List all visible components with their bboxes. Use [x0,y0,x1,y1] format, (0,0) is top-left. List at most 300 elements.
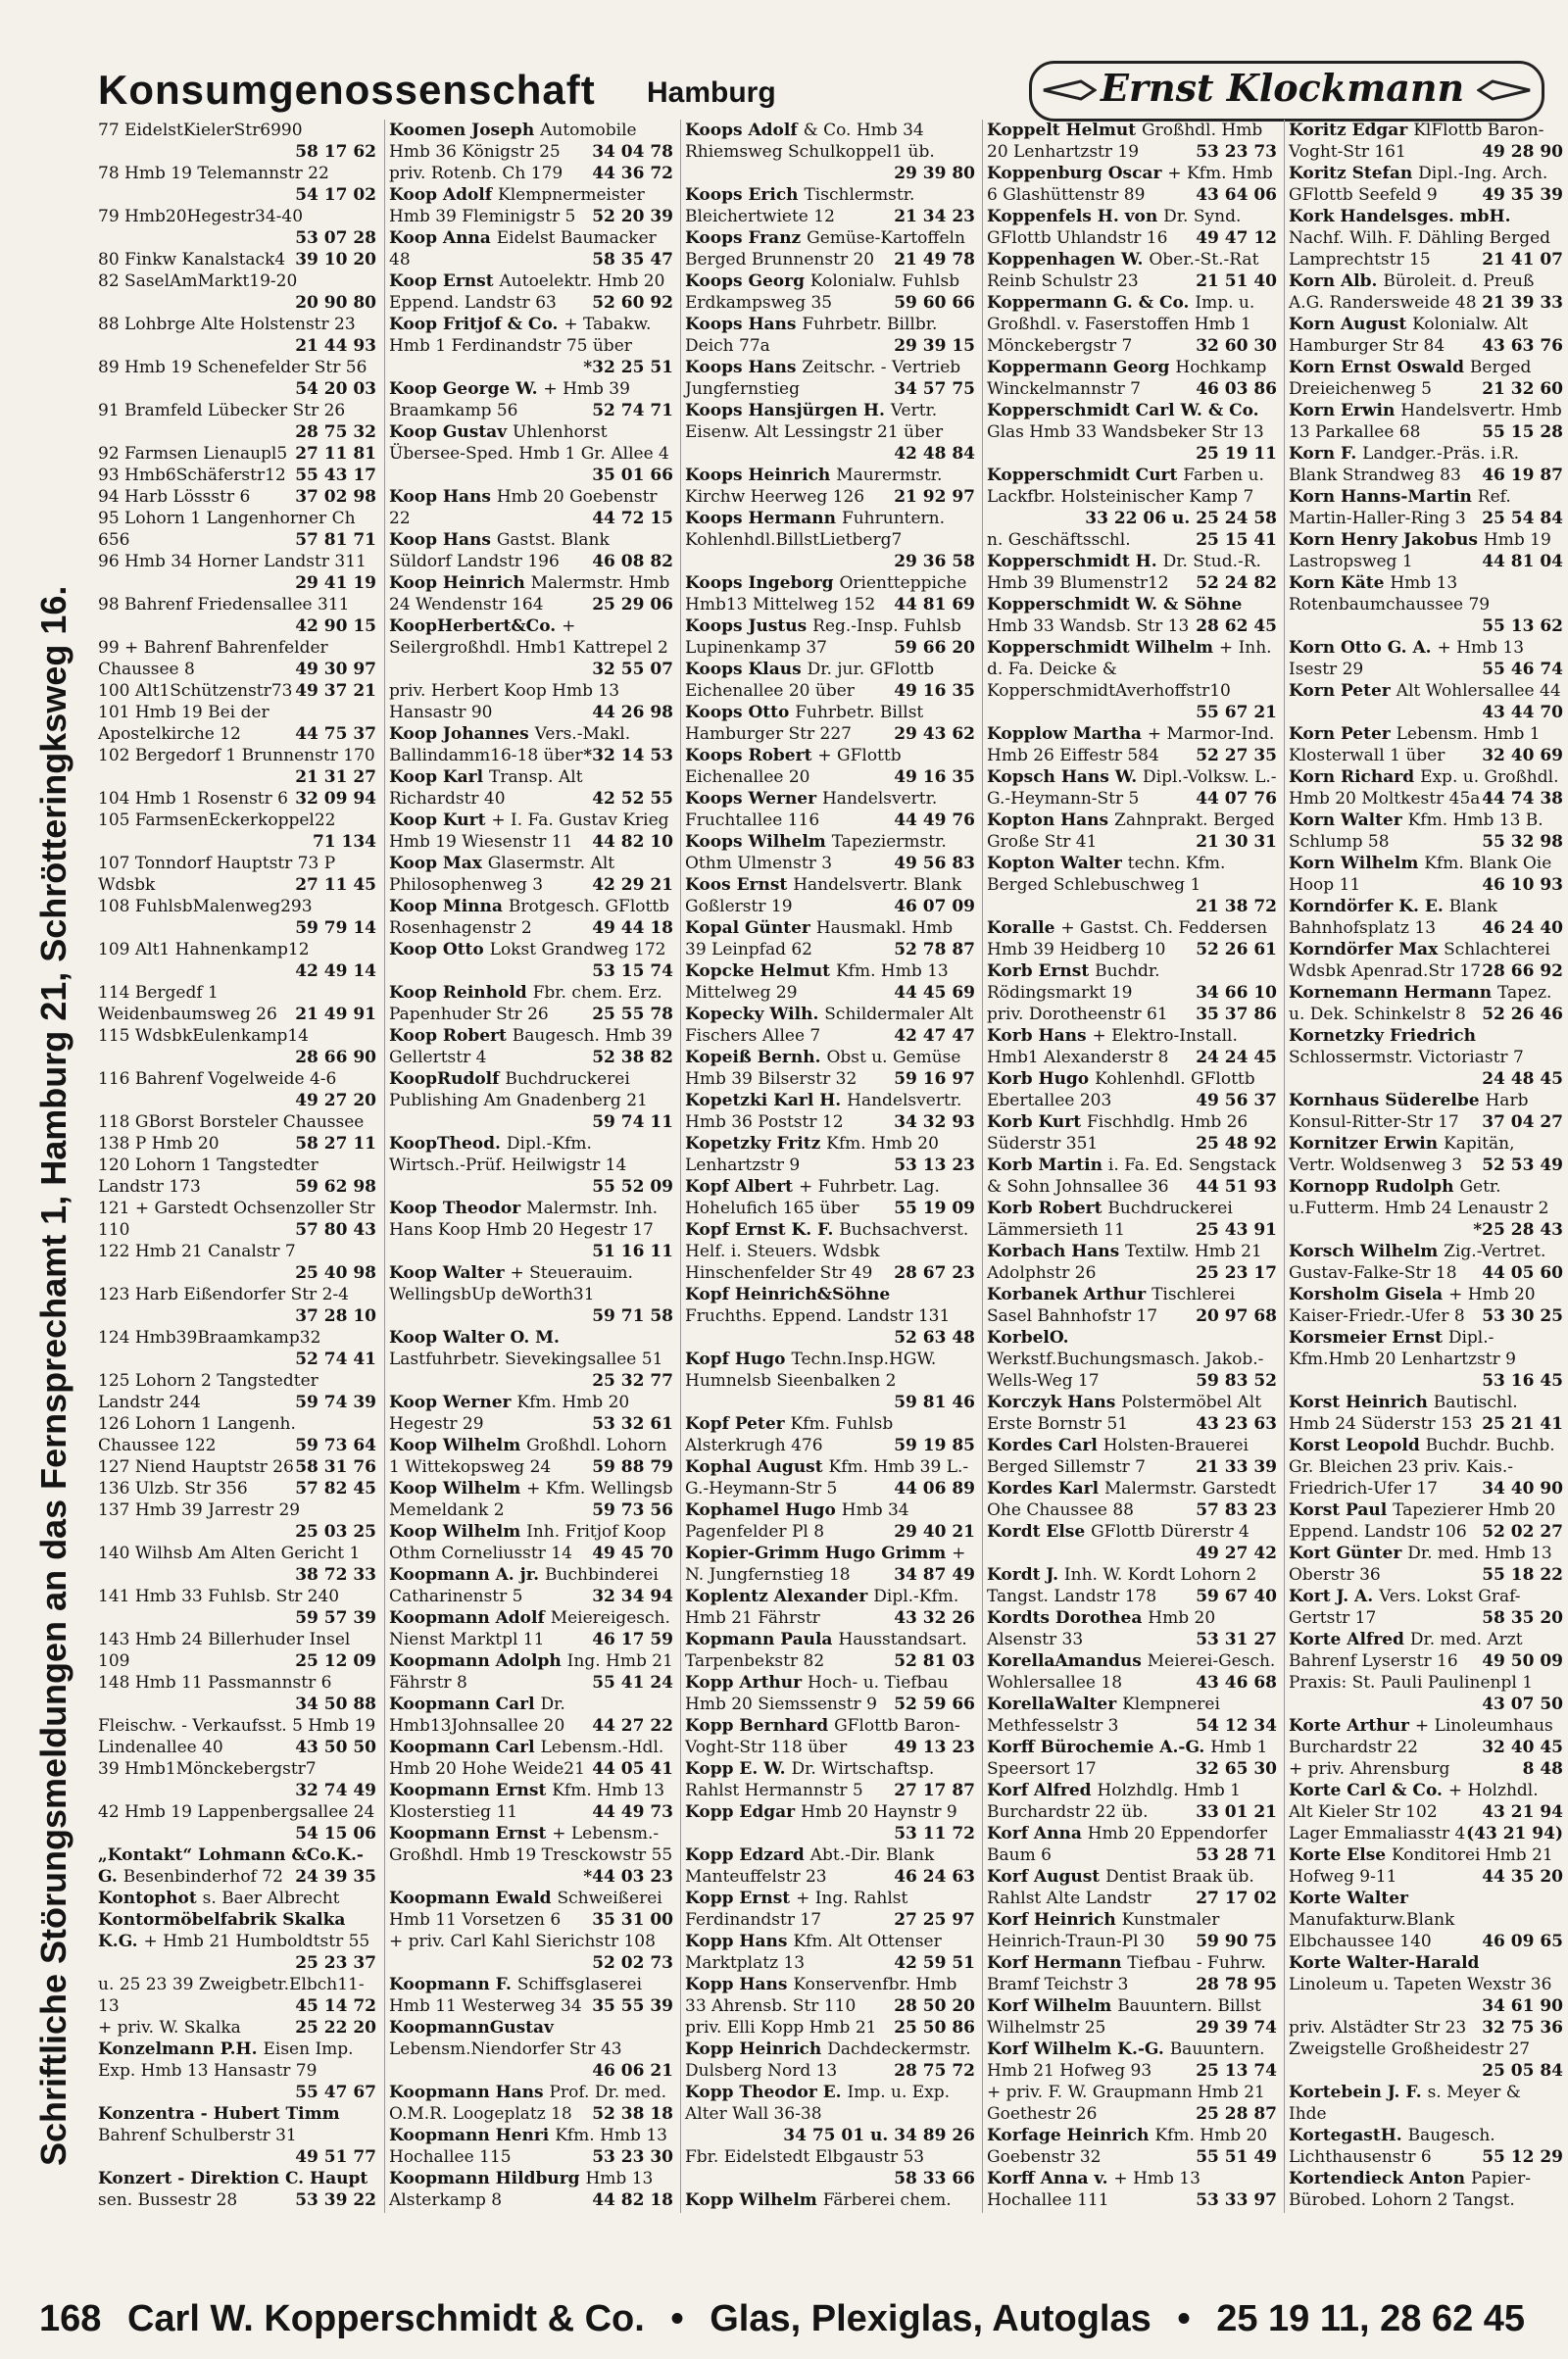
entry-phone: *32 25 51 [583,358,673,377]
entry-details: + Linoleumhaus Burchardstr 22 [1289,1716,1553,1757]
entry-phone: 29 36 58 [894,552,975,571]
entry-details: + Steuerauim. WellingsbUp deWorth31 [389,1263,633,1304]
directory-entry [685,357,975,400]
entry-name: Korn Käte [1289,573,1391,593]
entry-phone: 44 81 69 [894,595,975,614]
entry-name: Koops Hans [685,358,803,377]
directory-entry [98,853,376,896]
directory-entry [389,982,673,1025]
entry-name: Koops Wilhelm [685,832,832,852]
entry-name: Korn Hanns-Martin [1289,487,1478,507]
directory-entry [1289,1435,1563,1499]
entry-phone: 32 55 07 [592,660,673,679]
entry-phone: 43 64 06 [1196,185,1277,205]
entry-details: Harb Eißendorfer Str 2-4 [134,1285,349,1304]
entry-phone: 59 83 52 [1196,1371,1277,1391]
entry-name: Korn Henry Jakobus [1289,530,1484,550]
entry-number: 42 [98,1802,125,1822]
entry-name: Korte Arthur [1289,1716,1415,1736]
directory-entry [98,680,376,702]
entry-name: Koomen Joseph [389,121,541,140]
entry-phone: 55 13 62 [1482,616,1563,636]
entry-details: + Ing. Rahlst Ferdinandstr 17 [685,1889,908,1930]
entry-details: Malermstr. Inh. Hans Koop Hmb 20 Hegestr 17 [389,1199,659,1240]
entry-name: Koop Reinhold [389,983,533,1003]
entry-phone: *44 03 23 [583,1867,673,1887]
entry-number: 100 [98,681,135,701]
entry-name: Koop Fritjof & Co. [389,315,564,334]
directory-entry [1289,270,1563,314]
entry-name: Kortebein J. F. [1289,2083,1428,2102]
entry-name: Kopsch Hans W. [987,767,1144,787]
entry-details: Buchbinderei Catharinenstr 5 [389,1565,659,1606]
directory-entry [389,1435,673,1478]
directory-entry [685,314,975,357]
directory-entry [685,1413,975,1456]
entry-name: Korndörfer Max [1289,940,1445,959]
entry-details: Niend Hauptstr 26 [134,1457,294,1477]
entry-name: Korn Richard [1289,767,1421,787]
directory-entry [987,637,1277,723]
directory-entry [98,1844,376,1888]
directory-entry [987,1392,1277,1435]
entry-name: Koopmann Henri [389,2126,556,2145]
entry-phone: 49 28 90 [1482,142,1563,162]
entry-phone: 43 46 68 [1196,1673,1277,1693]
directory-entry [98,1909,376,1974]
directory-entry [389,1133,673,1198]
entry-name: Koop Heinrich [389,573,531,593]
directory-entry [389,314,673,378]
entry-phone: 32 09 94 [295,789,376,809]
entry-phone: 54 12 34 [1196,1716,1277,1736]
directory-entry [685,874,975,917]
entry-number: 96 [98,552,125,571]
entry-phone: 28 66 92 [1482,961,1563,981]
directory-entry [389,723,673,766]
entry-details: Dr. Hmb13Johnsallee 20 [389,1695,565,1736]
entry-name: Koop Wilhelm [389,1522,527,1542]
entry-details: Hmb 13 Rotenbaumchaussee 79 [1289,573,1491,614]
directory-entry [987,1521,1277,1564]
entry-details: Hmb 19 Schenefelder Str 56 [124,358,368,377]
entry-details: Werkstf.Buchungsmasch. Jakob.-Wells-Weg 17 [987,1350,1264,1391]
directory-entry [987,853,1277,917]
entry-phone: 43 44 70 [1482,703,1563,722]
entry-phone: 49 13 23 [894,1738,975,1757]
directory-entry [987,1780,1277,1823]
directory-entry [1289,1284,1563,1327]
entry-name: Koop Otto [389,940,490,959]
entry-name: Korn Ernst Oswald [1289,358,1470,377]
directory-entry [98,1025,376,1068]
directory-entry [1289,400,1563,443]
entry-phone: 34 61 90 [1482,1996,1563,2016]
directory-entry [98,1801,376,1844]
entry-details: Vertr. Eisenw. Alt Lessingstr 21 über [685,401,944,442]
directory-entry [987,1694,1277,1737]
directory-entry [389,184,673,227]
entry-name: Koop Theodor [389,1199,527,1218]
entry-details: + Hmb 13 Hochallee 111 [987,2169,1200,2210]
directory-entry [685,917,975,960]
entry-phone: 57 82 45 [295,1479,376,1499]
entry-details: Gastst. Blank Süldorf Landstr 196 [389,530,610,571]
entry-details: sen. Bussestr 28 [98,2190,238,2210]
entry-phone: 46 07 09 [894,897,975,916]
entry-phone: 49 50 09 [1482,1651,1563,1671]
entry-details: Hmb 13 Alsterkamp 8 [389,2169,654,2210]
entry-number: 92 [98,444,125,464]
directory-entry [685,1219,975,1284]
entry-name: Kopeiß Bernh. [685,1048,827,1067]
entry-name: Korf Wilhelm [987,1996,1118,2016]
entry-details: Ober.-St.-Rat Reinb Schulstr 23 [987,250,1259,291]
directory-entry [987,960,1277,1004]
entry-details: Dipl.-Ing. Arch. GFlottb Seefeld 9 [1289,164,1548,205]
entry-details: priv. Rotenb. Ch 179 [389,164,564,183]
entry-details: Textilw. Hmb 21 Adolphstr 26 [987,1242,1262,1283]
directory-entry [98,896,376,939]
directory-entry [987,766,1277,810]
entry-details: Bergedf 1 Weidenbaumsweg 26 [98,983,277,1024]
directory-entry [98,939,376,982]
directory-entry [98,163,376,206]
entry-phone: 24 48 45 [1482,1069,1563,1089]
entry-phone: 29 40 21 [894,1522,975,1542]
entry-name [987,2212,1141,2213]
entry-phone: 52 74 71 [592,401,673,420]
entry-phone: 44 74 38 [1482,789,1563,809]
directory-entry [685,120,975,184]
entry-details: Hmb 20 Goebenstr 22 [389,487,658,528]
directory-entry [389,2125,673,2168]
directory-entry [389,1392,673,1435]
entry-details: Hmb 1 Speersort 17 [987,1738,1268,1779]
directory-entry [1289,1499,1563,1543]
directory-entry [987,1866,1277,1909]
entry-details: Fleischw. - Verkaufsst. 5 Hmb 19 Lindenallee 40 [98,1716,376,1757]
entry-phone: 52 81 03 [894,1651,975,1671]
directory-entry [987,2125,1277,2168]
entry-phone: 59 71 58 [592,1306,673,1326]
entry-details: Baugesch. Lichthausenstr 6 [1289,2126,1495,2167]
entry-phone: 25 13 74 [1196,2061,1277,2081]
entry-name: Kopmann Paula [685,1630,839,1649]
entry-phone: 21 41 07 [1482,250,1563,270]
entry-details: Lohorn 1 Tangstedter Landstr 173 [98,1155,318,1197]
entry-details: Prof. Dr. med. O.M.R. Loogeplatz 18 [389,2083,667,2124]
directory-entry [389,1737,673,1780]
directory-entry [389,421,673,486]
entry-details: + Tabakw. Hmb 1 Ferdinandstr 75 über [389,315,652,356]
entry-name: Korbach Hans [987,1242,1126,1261]
entry-name: Kornhaus Süderelbe [1289,1091,1486,1110]
entry-details: techn. Kfm. Berged Schlebuschweg 1 [987,854,1226,895]
directory-entry [685,1090,975,1133]
entry-phone: 21 92 97 [894,487,975,507]
entry-phone: 46 06 21 [592,2061,673,2081]
entry-name: Koop Wilhelm [389,1479,527,1499]
entry-name: Korf Hermann [987,1953,1128,1973]
entry-phone: 58 35 47 [592,250,673,270]
entry-details: & Co. Hmb 34 Rhiemsweg Schulkoppel1 üb. [685,121,935,162]
directory-entry [98,120,376,163]
directory-entry [389,529,673,572]
directory-entry [685,2189,975,2213]
entry-name: Koop Karl [389,767,490,787]
entry-details: Alt1 Hahnenkamp12 [134,940,310,959]
entry-phone: 34 50 88 [295,1695,376,1714]
entry-details: Bauuntern. Hmb 21 Hofweg 93 [987,2040,1265,2081]
entry-details: + Inh. d. Fa. Deicke & KopperschmidtAverhoffstr10 [987,638,1272,701]
header-ad-text: Ernst Klockmann [1101,66,1465,110]
entry-name: KoopTheod. [389,1134,507,1154]
entry-phone: 42 49 14 [295,961,376,981]
entry-name: Kopp E. W. [685,1759,792,1779]
directory-entry [1289,443,1563,486]
entry-details: + N. Jungfernstieg 18 [685,1544,966,1585]
entry-phone: 21 30 31 [1196,832,1277,852]
entry-details: Großhdl. Lohorn 1 Wittekopsweg 24 [389,1436,667,1477]
entry-name: Kopal Günter [685,918,816,938]
entry-phone: 44 81 04 [1482,552,1563,571]
entry-phone: 44 49 76 [894,811,975,830]
directory-entry [685,572,975,615]
entry-phone: 44 49 73 [592,1802,673,1822]
entry-name: Kopp Theodor E. [685,2083,848,2102]
directory-entry [98,788,376,810]
entry-phone: 59 57 39 [295,1608,376,1628]
entry-phone: 42 47 47 [894,1026,975,1046]
directory-entry [389,1974,673,2017]
entry-name: Kort J. A. [1289,1587,1380,1606]
entry-name: Koopmann Ewald [389,1889,558,1908]
directory-column-2 [384,120,673,2213]
directory-entry [98,637,376,680]
directory-entry [987,529,1277,551]
entry-phone: 52 78 87 [894,940,975,959]
entry-details: Kolonialw. Fuhlsb Erdkampsweg 35 [685,271,960,313]
entry-phone: 27 11 45 [295,875,376,895]
entry-phone: 25 43 91 [1196,1220,1277,1240]
entry-details: Baugesch. Hmb 39 Gellertstr 4 [389,1026,673,1067]
entry-details: u. 25 23 39 Zweigbetr.Elbch11-13 [98,1975,365,2016]
entry-phone: 59 79 14 [295,918,376,938]
entry-details: Lager Emmaliasstr 4 [1289,1824,1466,1843]
directory-entry [98,810,376,853]
directory-entry [1289,2082,1563,2125]
entry-phone: 58 31 76 [295,1457,376,1477]
entry-phone: 57 81 71 [295,530,376,550]
directory-entry [685,745,975,788]
entry-phone: 58 33 66 [894,2169,975,2188]
directory-entry [389,615,673,680]
entry-name: Korbanek Arthur [987,1285,1152,1304]
entry-details: Buchdr. Buchb. Gr. Bleichen 23 priv. Kais.-Friedrich-Ufer 17 [1289,1436,1555,1499]
entry-phone: 25 54 84 [1482,509,1563,528]
directory-entry [1289,120,1563,163]
footer-goods: Glas, Plexiglas, Autoglas [710,2298,1152,2339]
directory-entry [1289,896,1563,939]
entry-name: Korsmeier Ernst [1289,1328,1448,1348]
entry-phone: 59 88 79 [592,1457,673,1477]
entry-phone: 25 05 84 [1482,2061,1563,2081]
directory-entry [1289,1025,1563,1090]
entry-name [389,2212,588,2213]
entry-details: + Lebensm.-Großhdl. Hmb 19 Tresckowstr 55 [389,1824,673,1865]
entry-name: Korn Peter [1289,681,1396,701]
entry-number: 39 [98,1759,125,1779]
directory-entry [389,1327,673,1392]
directory-entry [987,1025,1277,1068]
entry-number: 88 [98,315,125,334]
entry-phone: 53 31 27 [1196,1630,1277,1649]
entry-name: Korn Alb. [1289,271,1384,291]
entry-phone: 52 59 66 [894,1695,975,1714]
entry-name: Koopmann Hildburg [389,2169,586,2188]
entry-details: Bautischl. Hmb 24 Süderstr 153 [1289,1393,1518,1434]
entry-phone: 42 29 21 [592,875,673,895]
directory-entry [98,982,376,1025]
entry-details: Wilhsb Am Alten Gericht 1 [134,1544,361,1563]
directory-column-4 [982,120,1277,2213]
entry-phone: 28 50 20 [894,1996,975,2016]
directory-entry [98,551,376,594]
entry-name: Korn Walter [1289,811,1408,830]
entry-name: Kopetzki Karl H. [685,1091,848,1110]
entry-phone: 46 03 86 [1196,379,1277,399]
entry-phone: 49 37 21 [295,681,376,701]
entry-phone: 59 81 46 [894,1393,975,1412]
entry-phone: 25 50 86 [894,2018,975,2038]
entry-phone: 53 16 45 [1482,1371,1563,1391]
directory-entry [98,1715,376,1758]
entry-details: + Bahrenf Bahrenfelder Chaussee 8 [98,638,328,679]
header-title: Konsumgenossenschaft [98,67,596,113]
entry-phone: 25 55 78 [592,1005,673,1024]
entry-details: Konservenfbr. Hmb 33 Ahrensb. Str 110 [685,1975,957,2016]
entry-name: Kopp Heinrich [685,2040,828,2059]
entry-details: Hmb 33 Wandsb. Str 13 [987,616,1190,636]
entry-name: KortegastH. [1289,2126,1408,2145]
entry-name: Kort Günter [1289,1544,1408,1563]
entry-phone: 53 15 74 [592,961,673,981]
entry-name: Kopperschmidt Carl W. & Co. [987,401,1259,420]
entry-number: 148 [98,1673,135,1693]
directory-entry [1289,486,1563,529]
entry-name: Kontophot [98,1889,203,1908]
directory-entry [1289,1133,1563,1176]
entry-number: 143 [98,1630,135,1649]
entry-phone: 59 67 40 [1196,1587,1277,1606]
entry-phone: 43 23 63 [1196,1414,1277,1434]
entry-phone: 20 90 80 [295,293,376,313]
directory-entry [98,249,376,270]
entry-details: Orientteppiche Hmb13 Mittelweg 152 [685,573,967,614]
entry-details: Tischlermstr. Bleichertwiete 12 [685,185,915,226]
entry-name: Kopf Albert [685,1177,799,1197]
entry-name: Koralle [987,918,1061,938]
entry-name: Koopmann Ernst [389,1781,553,1800]
directory-entry [987,1004,1277,1025]
entry-phone: 54 15 06 [295,1824,376,1843]
directory-entry [987,1564,1277,1607]
entry-details: Hmb 33 Fuhlsb. Str 240 [134,1587,340,1606]
entry-name: Korf Alfred [987,1781,1098,1800]
directory-entry [98,1155,376,1198]
directory-entry [987,1737,1277,1780]
entry-phone: *25 28 43 [1473,1220,1563,1240]
directory-entry [685,508,975,572]
entry-details: + priv. Ahrensburg [1289,1759,1450,1779]
directory-entry [389,1478,673,1521]
entry-phone: 55 19 09 [894,1199,975,1218]
entry-phone: 44 36 72 [592,164,673,183]
entry-phone: 25 21 41 [1482,1414,1563,1434]
directory-entry [685,1715,975,1758]
entry-details: Kolonialw. Alt Hamburger Str 84 [1289,315,1529,356]
entry-phone: 42 52 55 [592,789,673,809]
entry-name: Koop Walter O. M. [389,1328,560,1348]
entry-number: 109 [98,940,135,959]
entry-details: Dr. Wirtschaftsp. Rahlst Hermannstr 5 [685,1759,935,1800]
entry-details: i. Fa. Ed. Sengstack & Sohn Johnsallee 36 [987,1155,1276,1197]
entry-number: 98 [98,595,125,614]
entry-name: Kork Handelsges. mbH. [1289,207,1511,226]
entry-phone: 28 75 72 [894,2061,975,2081]
directory-entry [987,810,1277,853]
entry-name: Kopp Hans [685,1975,794,1994]
entry-number: 77 [98,121,125,140]
entry-details: Obst u. Gemüse Hmb 39 Bilserstr 32 [685,1048,961,1089]
entry-phone: 53 39 22 [295,2190,376,2210]
entry-details: Büroleit. d. Preuß A.G. Randersweide 48 [1289,271,1535,313]
entry-phone: 49 16 35 [894,767,975,787]
entry-name: Kopp Arthur [685,1673,808,1693]
entry-phone: 32 40 69 [1482,746,1563,765]
directory-entry [1289,1392,1563,1435]
directory-entry [389,1694,673,1737]
entry-phone: 29 43 62 [894,724,975,744]
entry-name: Korsholm Gisela [1289,1285,1449,1304]
directory-entry [987,400,1277,465]
directory-entry [389,120,673,163]
directory-entry [1289,853,1563,896]
entry-phone: 46 17 59 [592,1630,673,1649]
entry-name: Kordt J. [987,1565,1064,1585]
entry-name: Koops Hermann [685,509,842,528]
directory-entry [1289,206,1563,270]
entry-details: Fuhruntern. Kohlenhdl.BillstLietberg7 [685,509,946,550]
directory-entry [1289,1823,1563,1844]
entry-details: Hausmakl. Hmb 39 Leinpfad 62 [685,918,954,959]
entry-number: 118 [98,1112,135,1132]
entry-phone: 28 78 95 [1196,1975,1277,1994]
entry-number: 114 [98,983,135,1003]
entry-details: Lokst Grandweg 172 [489,940,666,959]
directory-entry [389,2211,673,2213]
entry-details: GBorst Borsteler Chaussee 138 P Hmb 20 [98,1112,365,1154]
entry-phone: 53 28 71 [1196,1845,1277,1865]
entry-details: Maurermstr. Kirchw Heerweg 126 [685,466,943,507]
entry-details: Dr. Stud.-R. Hmb 39 Blumenstr12 [987,552,1261,593]
side-notice: Schriftliche Störungsmeldungen an das Fernsprechamt 1, Hamburg 21, Schrötteringksweg 16. [33,585,74,2166]
entry-details: Hmb 1 Rosenstr 6 [134,789,288,809]
entry-phone: 29 39 15 [894,336,975,356]
entry-phone: 49 45 70 [592,1544,673,1563]
directory-entry [987,1435,1277,1478]
